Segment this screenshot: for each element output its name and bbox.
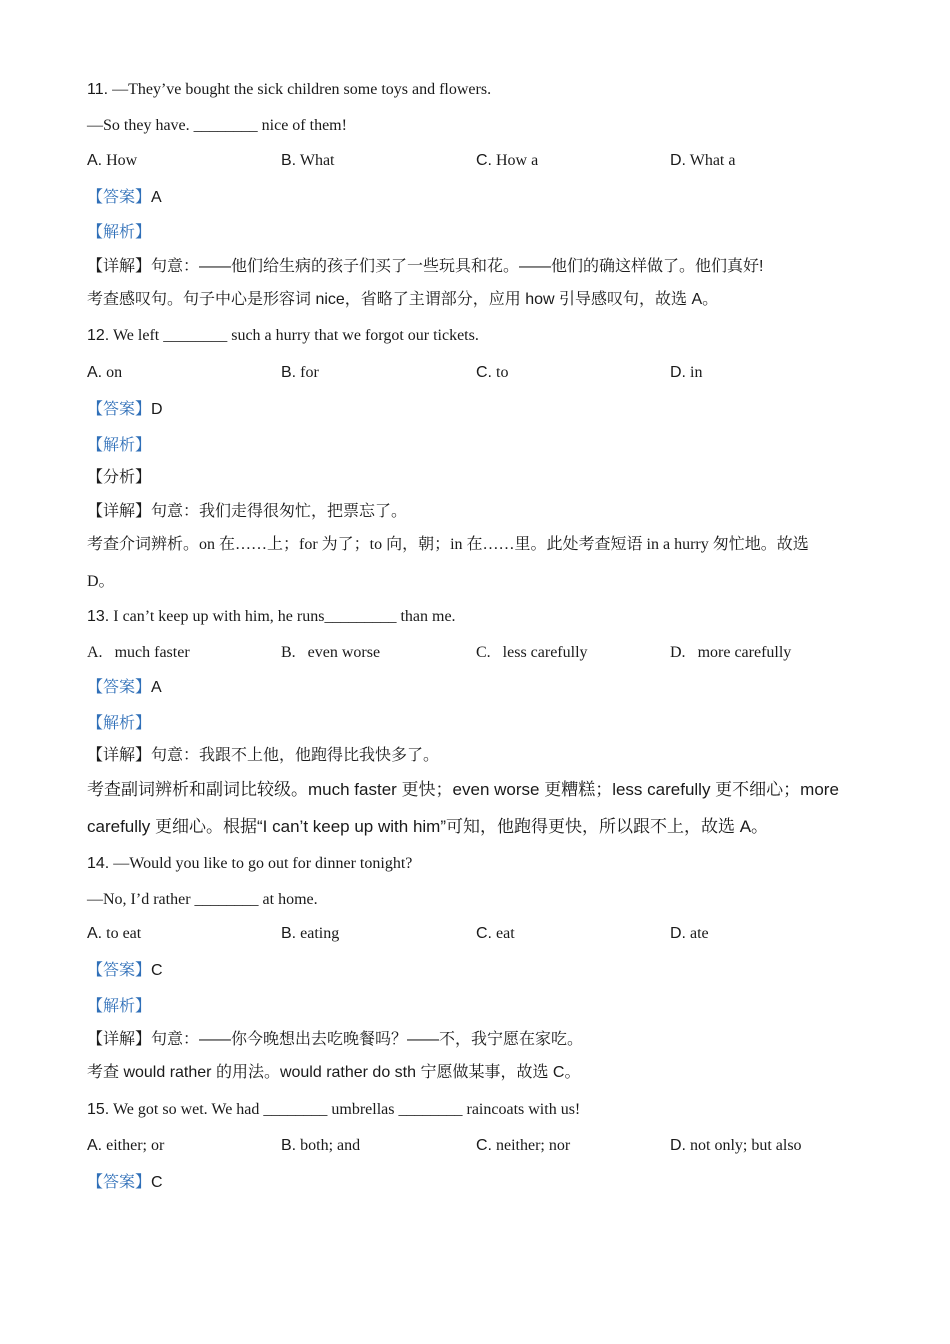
analysis-tag: 【解析】	[87, 222, 152, 241]
answer-value: C	[151, 962, 163, 979]
question-11-stem	[87, 80, 491, 100]
explanation-text-2: D。	[87, 573, 115, 590]
option-c: C. eat	[476, 925, 515, 942]
option-a: A. either; or	[87, 1137, 165, 1154]
option-b: B. for	[281, 364, 319, 381]
explanation-text: 考查 would rather 的用法。would rather do sth 宁愿做某事，故选 C。	[87, 1064, 581, 1081]
question-text: —Would you like to go out for dinner tonight?	[113, 855, 413, 872]
option-d: D. What a	[670, 152, 736, 169]
option-d: D. in	[670, 364, 703, 381]
answer-tag: 【答案】	[87, 399, 152, 418]
answer-line	[87, 677, 162, 698]
detail-text: 【详解】句意：——你今晚想出去吃晚餐吗？——不，我宁愿在家吃。	[87, 1031, 584, 1048]
explanation-text: 考查副词辨析和副词比较级。much faster 更快；even worse 更糟糕；less carefully 更不细心；more	[87, 780, 839, 799]
answer-value: A	[151, 189, 162, 206]
question-number: 15.	[87, 1101, 110, 1118]
answer-tag: 【答案】	[87, 187, 152, 206]
detail-text: 【详解】句意：——他们给生病的孩子们买了一些玩具和花。——他们的确这样做了。他们真好!	[87, 258, 764, 275]
question-number: 12.	[87, 327, 110, 344]
option-b: B. What	[281, 152, 335, 169]
question-text: —They’ve bought the sick children some toys and flowers.	[112, 81, 492, 98]
question-number: 14.	[87, 855, 110, 872]
question-text: We got so wet. We had ________ umbrellas ________ raincoats with us!	[112, 1101, 581, 1118]
option-c: C. to	[476, 364, 509, 381]
answer-line	[87, 960, 163, 981]
analysis-tag: 【解析】	[87, 435, 152, 454]
question-12-stem	[87, 326, 479, 346]
answer-tag: 【答案】	[87, 1172, 152, 1191]
answer-line	[87, 399, 163, 420]
option-c: C. How a	[476, 152, 539, 169]
option-a: A. How	[87, 152, 138, 169]
option-d: D. ate	[670, 925, 709, 942]
fenxi-tag: 【分析】	[87, 469, 152, 486]
option-c: C. less carefully	[476, 644, 588, 661]
option-a: A. to eat	[87, 925, 142, 942]
option-a: A. much faster	[87, 644, 190, 661]
question-number: 11.	[87, 81, 109, 98]
explanation-text: 考查感叹句。句子中心是形容词 nice，省略了主谓部分，应用 how 引导感叹句，故选 A。	[87, 291, 719, 308]
question-text: I can’t keep up with him, he runs_________ than me.	[113, 608, 456, 625]
answer-line	[87, 1172, 163, 1193]
question-14-stem	[87, 854, 412, 874]
explanation-text: 考查介词辨析。on 在……上；for 为了；to 向，朝；in 在……里。此处考查短语 in a hurry 匆忙地。故选	[87, 536, 809, 553]
analysis-tag: 【解析】	[87, 713, 152, 732]
answer-tag: 【答案】	[87, 677, 152, 696]
question-14-stem-2: —No, I’d rather ________ at home.	[87, 891, 318, 908]
question-text: We left ________ such a hurry that we forgot our tickets.	[112, 327, 479, 344]
question-number: 13.	[87, 608, 110, 625]
question-13-stem	[87, 607, 456, 627]
option-c: C. neither; nor	[476, 1137, 571, 1154]
explanation-text-2: carefully 更细心。根据“I can’t keep up with him”可知，他跑得更快，所以跟不上，故选 A。	[87, 817, 769, 836]
answer-value: C	[151, 1174, 163, 1191]
question-15-stem	[87, 1100, 580, 1120]
option-b: B. eating	[281, 925, 340, 942]
option-d: D. more carefully	[670, 644, 792, 661]
question-11-stem-2: —So they have. ________ nice of them!	[87, 117, 347, 134]
detail-text: 【详解】句意：我跟不上他，他跑得比我快多了。	[87, 747, 440, 764]
option-d: D. not only; but also	[670, 1137, 802, 1154]
detail-text: 【详解】句意：我们走得很匆忙，把票忘了。	[87, 503, 408, 520]
option-b: B. even worse	[281, 644, 381, 661]
answer-value: A	[151, 679, 162, 696]
answer-line	[87, 187, 162, 208]
option-b: B. both; and	[281, 1137, 361, 1154]
option-a: A. on	[87, 364, 123, 381]
analysis-tag: 【解析】	[87, 996, 152, 1015]
answer-value: D	[151, 401, 163, 418]
answer-tag: 【答案】	[87, 960, 152, 979]
